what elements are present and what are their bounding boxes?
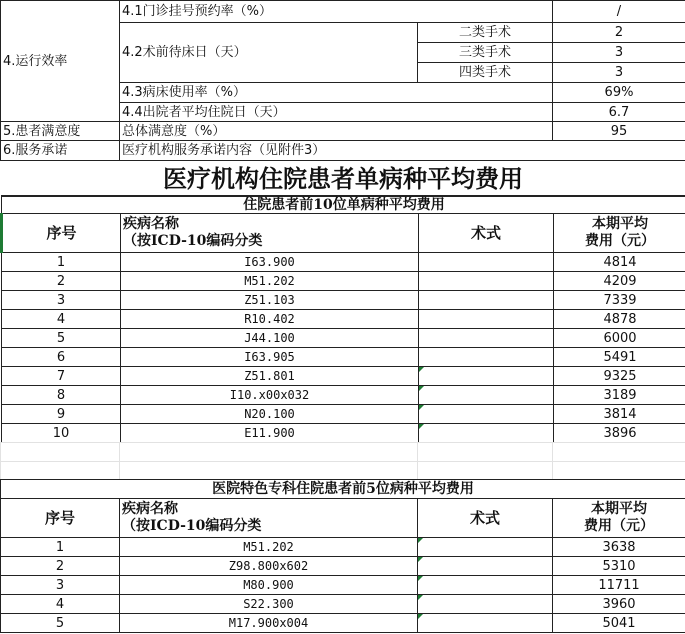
- empty-rows: [0, 442, 685, 480]
- average-cost[interactable]: 3896: [554, 424, 685, 443]
- empty-cell[interactable]: [120, 443, 418, 462]
- disease-code[interactable]: Z98.800x602: [120, 557, 418, 576]
- indicators-table: [0, 0, 685, 197]
- surgery-method[interactable]: [419, 424, 554, 443]
- row-number[interactable]: 1: [1, 538, 120, 557]
- table-row: [1, 557, 685, 576]
- disease-code[interactable]: I10.x00x032: [121, 386, 419, 405]
- disease-code[interactable]: E11.900: [121, 424, 419, 443]
- table-row: [2, 253, 685, 272]
- table-row: [1, 538, 685, 557]
- average-cost[interactable]: 3189: [554, 386, 685, 405]
- indicator-value[interactable]: 69%: [553, 83, 685, 103]
- empty-cell[interactable]: [553, 462, 685, 480]
- disease-code[interactable]: S22.300: [120, 595, 418, 614]
- average-cost[interactable]: 5041: [553, 614, 685, 633]
- surgery-method[interactable]: [418, 595, 553, 614]
- indicator-value[interactable]: 2: [553, 23, 685, 43]
- header-cost[interactable]: [554, 214, 685, 253]
- table-row: [1, 614, 685, 633]
- disease-code[interactable]: M51.202: [121, 272, 419, 291]
- header-no[interactable]: 序号: [1, 499, 120, 538]
- average-cost[interactable]: 7339: [554, 291, 685, 310]
- header-disease[interactable]: [120, 499, 418, 538]
- indicator-label[interactable]: 4.3病床使用率（%）: [120, 83, 553, 103]
- surgery-method[interactable]: [418, 576, 553, 595]
- row-number[interactable]: 10: [2, 424, 121, 443]
- indicator-label[interactable]: 4.1门诊挂号预约率（%）: [120, 1, 553, 23]
- indicator-label[interactable]: 医疗机构服务承诺内容（见附件3）: [120, 141, 685, 161]
- header-cost-line1: 本期平均: [592, 216, 649, 233]
- indicator-value[interactable]: 3: [553, 43, 685, 63]
- indicator-label[interactable]: 4.4出院者平均住院日（天）: [120, 103, 553, 122]
- table-row: [2, 405, 685, 424]
- disease-code[interactable]: N20.100: [121, 405, 419, 424]
- surgery-method[interactable]: [418, 557, 553, 576]
- average-cost[interactable]: 3960: [553, 595, 685, 614]
- category-satisfaction[interactable]: 5.患者满意度: [1, 122, 120, 141]
- average-cost[interactable]: 6000: [554, 329, 685, 348]
- table-title: 医院特色专科住院患者前5位病种平均费用: [1, 480, 685, 499]
- disease-code[interactable]: M80.900: [120, 576, 418, 595]
- header-disease-line1: 疾病名称: [123, 216, 179, 233]
- surgery-type[interactable]: 三类手术: [418, 43, 553, 63]
- header-no[interactable]: 序号: [2, 214, 121, 253]
- surgery-method[interactable]: [419, 329, 554, 348]
- average-cost[interactable]: 5310: [553, 557, 685, 576]
- table-row: [2, 310, 685, 329]
- page-title: 医疗机构住院患者单病种平均费用: [1, 161, 685, 197]
- specialty-top5-table: [0, 479, 685, 633]
- table-row: [2, 386, 685, 405]
- header-cost-line1: 本期平均: [591, 501, 647, 518]
- row-number[interactable]: 3: [2, 291, 121, 310]
- surgery-type[interactable]: 二类手术: [418, 23, 553, 43]
- indicator-value[interactable]: 6.7: [553, 103, 685, 122]
- row-number[interactable]: 1: [2, 253, 121, 272]
- average-cost[interactable]: 3814: [554, 405, 685, 424]
- table-row: [2, 348, 685, 367]
- row-number[interactable]: 4: [2, 310, 121, 329]
- table-row: [2, 272, 685, 291]
- surgery-method[interactable]: [419, 386, 554, 405]
- empty-cell[interactable]: [120, 462, 418, 480]
- surgery-method[interactable]: [418, 538, 553, 557]
- row-number[interactable]: 4: [1, 595, 120, 614]
- disease-code[interactable]: Z51.801: [121, 367, 419, 386]
- surgery-method[interactable]: [419, 272, 554, 291]
- empty-cell[interactable]: [1, 462, 120, 480]
- average-cost[interactable]: 4878: [554, 310, 685, 329]
- row-number[interactable]: 3: [1, 576, 120, 595]
- average-cost[interactable]: 9325: [554, 367, 685, 386]
- header-cost-line2: 费用（元）: [585, 233, 656, 249]
- disease-code[interactable]: Z51.103: [121, 291, 419, 310]
- row-number[interactable]: 2: [2, 272, 121, 291]
- header-disease-line1: 疾病名称: [122, 501, 178, 518]
- indicator-value[interactable]: 3: [553, 63, 685, 83]
- header-disease[interactable]: [121, 214, 419, 253]
- disease-code[interactable]: R10.402: [121, 310, 419, 329]
- average-cost[interactable]: 3638: [553, 538, 685, 557]
- disease-code[interactable]: M17.900x004: [120, 614, 418, 633]
- header-cost[interactable]: [553, 499, 685, 538]
- empty-cell[interactable]: [418, 443, 553, 462]
- table-row: [2, 329, 685, 348]
- empty-cell[interactable]: [553, 443, 685, 462]
- empty-cell[interactable]: [1, 443, 120, 462]
- table-row: [2, 424, 685, 443]
- top10-table: [0, 195, 685, 443]
- surgery-method[interactable]: [419, 348, 554, 367]
- header-method[interactable]: 术式: [418, 499, 553, 538]
- header-disease-line2: （按ICD-10编码分类: [123, 233, 263, 249]
- table-row: [1, 595, 685, 614]
- disease-code[interactable]: I63.900: [121, 253, 419, 272]
- row-number[interactable]: 5: [1, 614, 120, 633]
- row-number[interactable]: 6: [2, 348, 121, 367]
- header-disease-line2: （按ICD-10编码分类: [122, 518, 262, 534]
- row-number[interactable]: 5: [2, 329, 121, 348]
- average-cost[interactable]: 5491: [554, 348, 685, 367]
- row-number[interactable]: 8: [2, 386, 121, 405]
- row-number[interactable]: 7: [2, 367, 121, 386]
- surgery-method[interactable]: [419, 291, 554, 310]
- disease-code[interactable]: I63.905: [121, 348, 419, 367]
- surgery-type[interactable]: 四类手术: [418, 63, 553, 83]
- table-row: [2, 291, 685, 310]
- table-row: [1, 576, 685, 595]
- disease-code[interactable]: J44.100: [121, 329, 419, 348]
- surgery-method[interactable]: [419, 253, 554, 272]
- indicator-value[interactable]: /: [553, 1, 685, 23]
- empty-cell[interactable]: [418, 462, 553, 480]
- indicator-label[interactable]: 总体满意度（%）: [120, 122, 553, 141]
- average-cost[interactable]: 4814: [554, 253, 685, 272]
- header-cost-line2: 费用（元）: [584, 518, 654, 534]
- table-title: 住院患者前10位单病种平均费用: [2, 196, 685, 214]
- row-number[interactable]: 9: [2, 405, 121, 424]
- row-number[interactable]: 2: [1, 557, 120, 576]
- table-row: [2, 367, 685, 386]
- category-commitment[interactable]: 6.服务承诺: [1, 141, 120, 161]
- surgery-method[interactable]: [419, 310, 554, 329]
- indicator-value[interactable]: 95: [553, 122, 685, 141]
- surgery-method[interactable]: [419, 405, 554, 424]
- average-cost[interactable]: 11711: [553, 576, 685, 595]
- surgery-method[interactable]: [419, 367, 554, 386]
- surgery-method[interactable]: [418, 614, 553, 633]
- indicator-label[interactable]: 4.2术前待床日（天）: [120, 23, 418, 83]
- category-efficiency[interactable]: 4.运行效率: [1, 1, 120, 122]
- disease-code[interactable]: M51.202: [120, 538, 418, 557]
- header-method[interactable]: 术式: [419, 214, 554, 253]
- average-cost[interactable]: 4209: [554, 272, 685, 291]
